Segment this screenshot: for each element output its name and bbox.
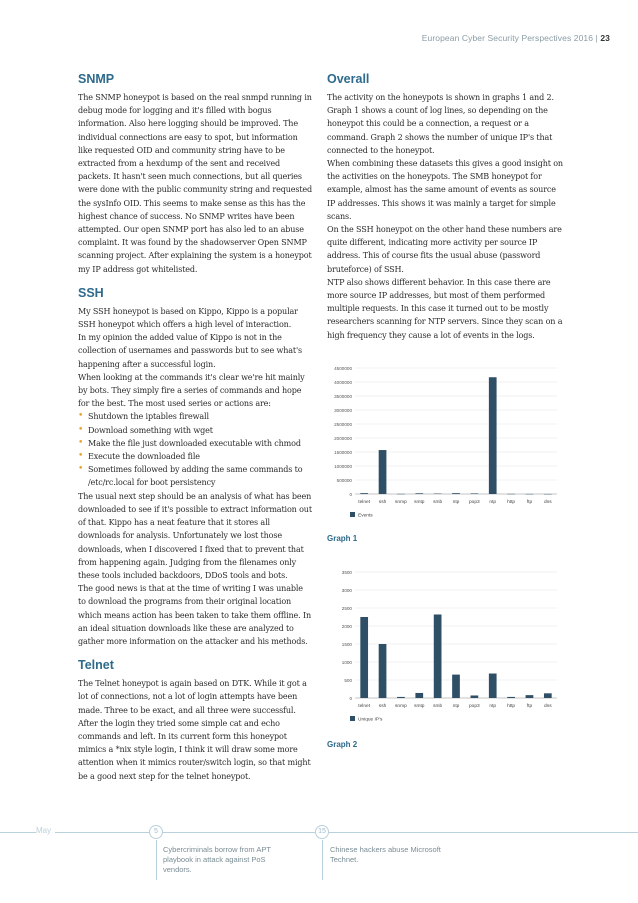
bar-pop3 (471, 493, 479, 494)
page-header (422, 33, 610, 43)
page-number: 23 (600, 33, 610, 43)
x-tick-label: ftp (526, 704, 533, 709)
y-tick-label: 500000 (336, 477, 352, 483)
bar-smtp (415, 493, 423, 494)
graph-1-svg (327, 362, 563, 524)
x-tick-label: ntp (489, 500, 497, 505)
x-tick-label: smtp (414, 500, 425, 505)
ssh-paragraph-2: In my opinion the added value of Kippo is not in the collection of usernames and passwords but to see what's happening after a successful login. (78, 333, 303, 369)
right-column (327, 72, 563, 342)
y-tick-label: 4000000 (334, 379, 352, 385)
bar-http (507, 697, 515, 698)
bar-pop3 (471, 695, 479, 698)
ssh-command-list (78, 410, 313, 489)
timeline-marker-15: 15 (315, 825, 329, 839)
y-tick-label: 2000 (341, 623, 352, 629)
bar-ssh (379, 644, 387, 698)
graph-1-caption: Graph 1 (327, 534, 358, 543)
bar-dns (544, 693, 552, 698)
legend-label: Events (358, 513, 373, 519)
y-tick-label: 2000000 (334, 435, 352, 441)
legend-swatch (350, 716, 355, 721)
ssh-paragraph-1: My SSH honeypot is based on Kippo, Kippo is a popular SSH honeypot which offers a high level of interaction. (78, 306, 298, 330)
y-tick-label: 0 (349, 695, 352, 701)
timeline-event-2: Chinese hackers abuse Microsoft Technet. (330, 845, 441, 864)
x-tick-label: http (507, 500, 516, 505)
bar-smtp (415, 693, 423, 698)
y-tick-label: 3000000 (334, 407, 352, 413)
bar-ssh (379, 450, 387, 494)
list-item: • Make the file just downloaded executable with chmod (78, 437, 313, 450)
timeline-month: May (36, 826, 55, 835)
x-tick-label: ssh (378, 500, 387, 505)
y-tick-label: 2500000 (334, 421, 352, 427)
list-item: • Shutdown the iptables firewall (78, 410, 313, 423)
x-tick-label: ntp (452, 704, 460, 709)
ssh-heading: SSH (78, 285, 104, 300)
x-tick-label: ntp (452, 500, 460, 505)
list-item: • Sometimes followed by adding the same commands to /etc/rc.local for boot persistency (78, 463, 313, 489)
ssh-paragraph-3: When looking at the commands it's clear we're hit mainly by bots. They simply fire a series of commands and hope for the best. The most used series or actions are: (78, 372, 305, 409)
y-tick-label: 1000000 (334, 463, 352, 469)
y-tick-label: 3500000 (334, 393, 352, 399)
overall-paragraph-2: When combining these datasets this gives a good insight on the activities on the honeypots. The SMB honeypot for example, almost has the same amount of events as source IP addresses. This shows it was mainly a target for simple scans. (327, 159, 563, 221)
bar-ftp (526, 695, 534, 698)
x-tick-label: snmp (395, 704, 407, 709)
y-tick-label: 2500 (341, 605, 352, 611)
publication-title: European Cyber Security Perspectives 2016 | (421, 33, 598, 43)
bar-telnet (360, 493, 368, 494)
graph-2-caption: Graph 2 (327, 740, 358, 749)
overall-paragraph-3: On the SSH honeypot on the other hand these numbers are quite different, indicating more activity per source IP address. This of course fits the usual abuse (password bruteforce) of SSH. (327, 225, 562, 274)
bar-smb (434, 614, 442, 698)
y-tick-label: 3500 (341, 569, 352, 575)
bar-ntp (489, 674, 497, 698)
x-tick-label: snmp (395, 500, 407, 505)
timeline-connector (156, 840, 157, 880)
x-tick-label: dns (543, 704, 552, 709)
graph-1-chart (327, 362, 563, 524)
legend-label: Unique IP's (358, 717, 383, 723)
y-tick-label: 4500000 (334, 365, 352, 371)
y-tick-label: 500 (344, 677, 352, 683)
snmp-paragraph: The SNMP honeypot is based on the real snmpd running in debug mode for logging and it's filled with bogus information. Also here logging should be improved. The individual connections are easy to spot, but information like requested OID and community string have to be extracted from a hexdump of the sent and received packets. It hasn't seen much connections, but all queries were done with the public community string and requested the sysInfo OID. This seems to make sense as this has the highest chance of success. No SNMP writes have been attempted. Our open SNMP port has also led to an abuse complaint. It was found by the shadowserver Open SNMP scanning project. After explaining the system is a honeypot my IP address got whitelisted. (78, 93, 313, 274)
graph-2-svg (327, 566, 563, 728)
y-tick-label: 0 (349, 491, 352, 497)
x-tick-label: http (507, 704, 516, 709)
bar-ntp (489, 377, 497, 494)
list-item: • Execute the downloaded file (78, 450, 313, 463)
timeline-event-1: Cybercriminals borrow from APT playbook in attack against PoS vendors. (163, 845, 271, 874)
timeline-connector (322, 840, 323, 880)
telnet-heading: Telnet (78, 658, 114, 673)
legend-swatch (350, 512, 355, 517)
x-tick-label: pop3 (469, 500, 480, 505)
list-item: • Download something with wget (78, 424, 313, 437)
timeline-marker-5: 5 (149, 825, 163, 839)
x-tick-label: ntp (489, 704, 497, 709)
y-tick-label: 1500000 (334, 449, 352, 455)
x-tick-label: smb (433, 704, 443, 709)
y-tick-label: 1000 (341, 659, 352, 665)
overall-heading: Overall (327, 72, 370, 86)
overall-paragraph-4: NTP also shows different behavior. In this case there are more source IP addresses, but most of them performed multiple requests. In this case it turned out to be mostly researchers scanning for NTP servers. Since they scan on a high frequency they cause a lot of events in the logs. (327, 277, 563, 340)
y-tick-label: 1500 (341, 641, 352, 647)
x-tick-label: smtp (414, 704, 425, 709)
x-tick-label: ftp (526, 500, 533, 505)
x-tick-label: dns (543, 500, 552, 505)
telnet-paragraph: The Telnet honeypot is again based on DTK. While it got a lot of connections, not a lot of login attempts have been made. Three to be exact, and all three were successful. After the login they tried some simple cat and echo commands and left. In its current form this honeypot mimics a *nix style login, I think it will draw some more attention when it mimics router/switch login, so that might be a good next step for the telnet honeypot. (78, 679, 311, 781)
bar-ntp (452, 493, 460, 494)
bar-telnet (360, 617, 368, 698)
overall-paragraph-1: The activity on the honeypots is shown in graphs 1 and 2. Graph 1 shows a count of log lines, so depending on the honeypot this could be a connection, a request or a command. Graph 2 shows the number of unique IP's that connected to the honeypot. (327, 93, 554, 155)
x-tick-label: ssh (378, 704, 387, 709)
x-tick-label: smb (433, 500, 443, 505)
x-tick-label: telnet (358, 704, 371, 709)
x-tick-label: pop3 (469, 704, 480, 709)
left-column (78, 72, 313, 783)
ssh-paragraph-4: The usual next step should be an analysis of what has been downloaded to see if it's possible to extract information out of that. Kippo has a neat feature that it stores all downloads for analysis. Unfortunately we lost those downloads, when I discovered I fixed that to prevent that from happening again. Judging from the filenames only these tools included backdoors, DDoS tools and bots. (78, 491, 312, 580)
bar-ntp (452, 675, 460, 698)
x-tick-label: telnet (358, 500, 371, 505)
ssh-paragraph-5: The good news is that at the time of writing I was unable to download the programs from their original location which means action has been taken to take them offline. In an ideal situation downloads like these are analyzed to gather more information on the attacker and his methods. (78, 584, 312, 646)
y-tick-label: 3000 (341, 587, 352, 593)
graph-2-chart (327, 566, 563, 728)
snmp-heading: SNMP (78, 72, 115, 86)
bar-snmp (397, 697, 405, 698)
